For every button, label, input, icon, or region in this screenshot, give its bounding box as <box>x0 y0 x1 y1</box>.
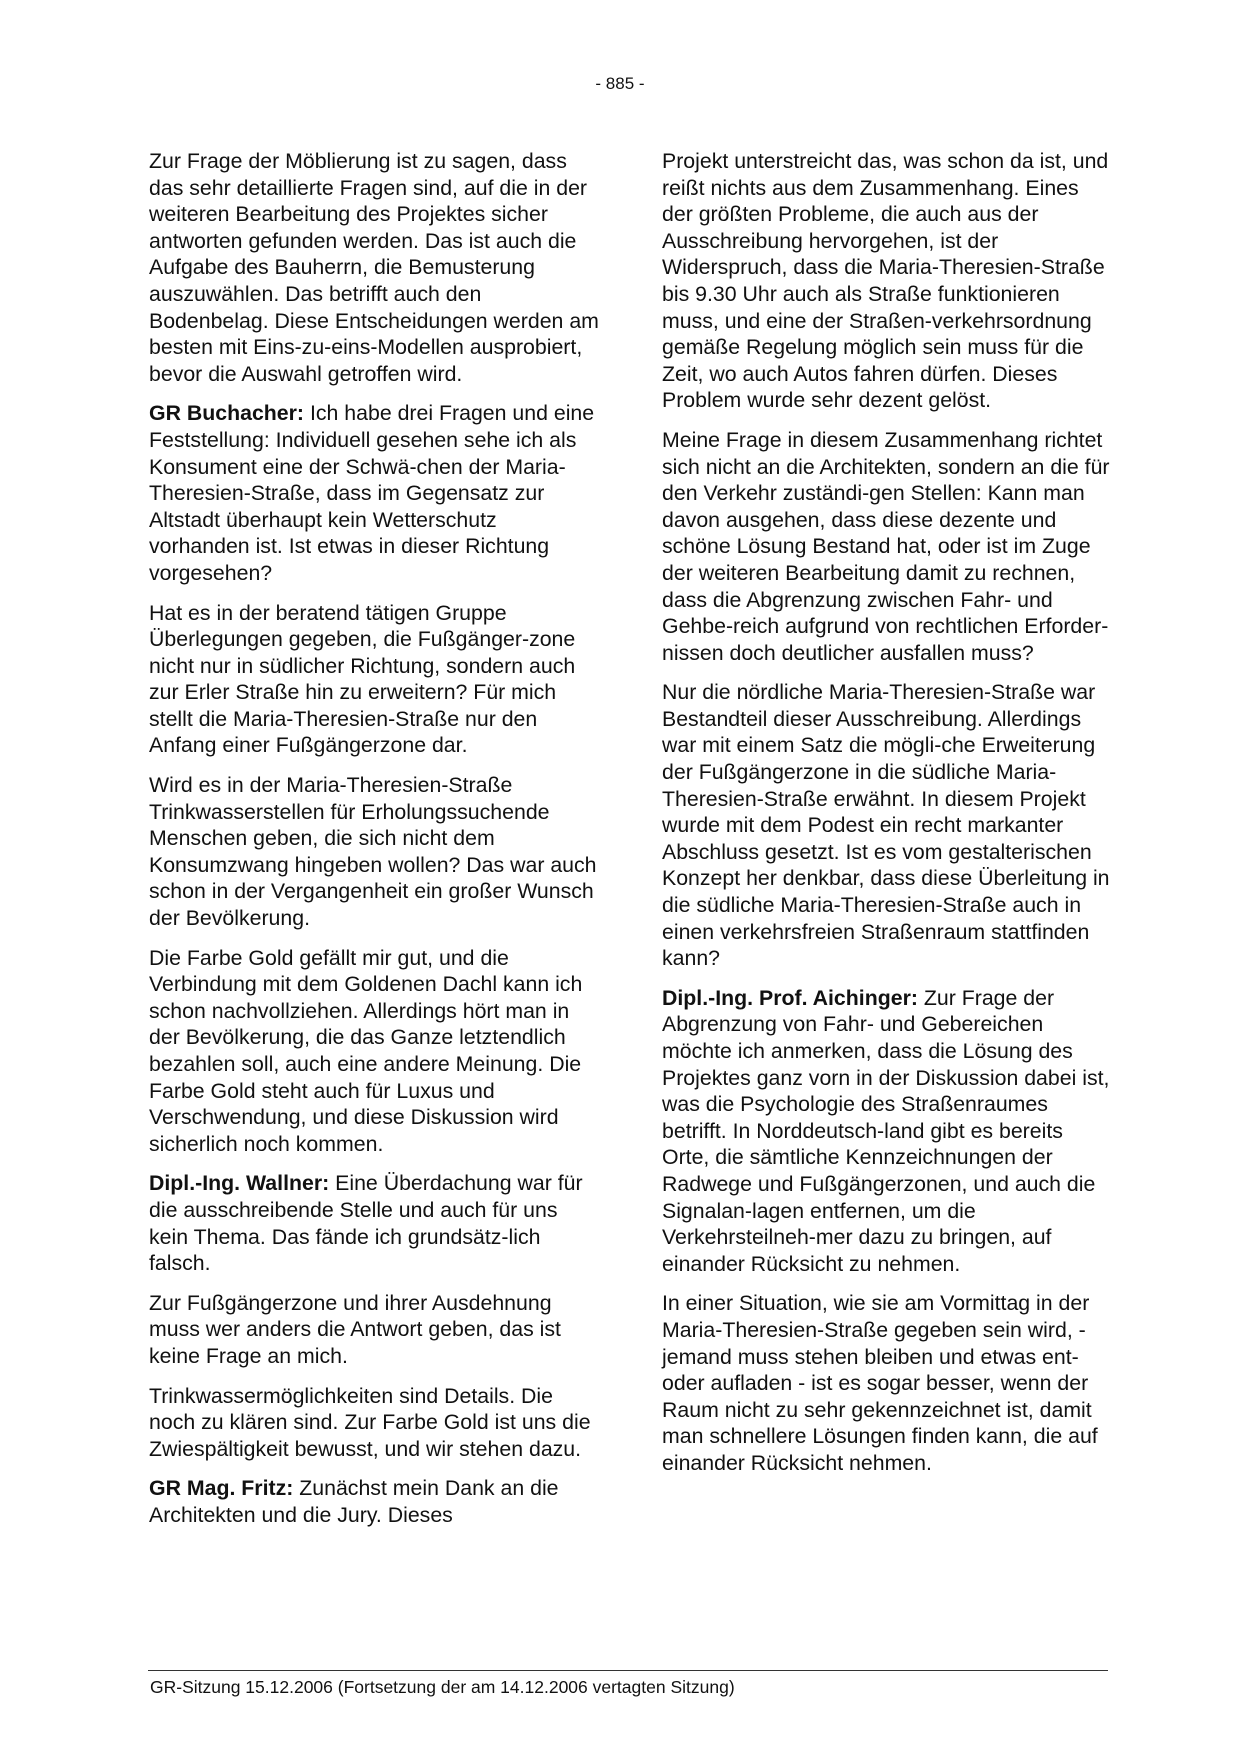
paragraph <box>149 148 599 387</box>
paragraph-text: Eine Überdachung war für die ausschreibende Stelle und auch für uns kein Thema. Das fände ich grundsätz-lich falsch. <box>149 1171 583 1276</box>
paragraph-text: Die Farbe Gold gefällt mir gut, und die Verbindung mit dem Goldenen Dachl kann ich schon nachvollziehen. Allerdings hört man in der Bevölkerung, die das Ganze letztendlich bezahlen soll, auch eine andere Meinung. Die Farbe Gold steht auch für Luxus und Verschwendung, und diese Diskussion wird sicherlich noch kommen. <box>149 945 583 1156</box>
paragraph <box>149 1290 599 1370</box>
page-number: - 885 - <box>595 74 645 93</box>
paragraph-text: Zur Fußgängerzone und ihrer Ausdehnung muss wer anders die Antwort geben, das ist keine Frage an mich. <box>149 1290 561 1368</box>
speaker-name: Dipl.-Ing. Prof. Aichinger: <box>662 985 918 1010</box>
footer-text: GR-Sitzung 15.12.2006 (Fortsetzung der am 14.12.2006 vertagten Sitzung) <box>150 1677 735 1697</box>
paragraph-text: Zunächst mein Dank an die Architekten und die Jury. Dieses <box>149 1476 559 1527</box>
paragraph <box>149 600 599 760</box>
paragraph <box>662 985 1112 1278</box>
paragraph-text: Projekt unterstreicht das, was schon da ist, und reißt nichts aus dem Zusammenhang. Eines der größten Probleme, die auch aus der Ausschreibung hervorgehen, ist der Widerspruch, dass die Maria-Theresien-Straße bis 9.30 Uhr auch als Straße funktionieren muss, und eine der Straßen-verkehrsordnung gemäße Regelung möglich sein muss für die Zeit, wo auch Autos fahren dürfen. Dieses Problem wurde sehr dezent gelöst. <box>662 149 1109 413</box>
paragraph-text: Zur Frage der Abgrenzung von Fahr- und Gebereichen möchte ich anmerken, dass die Lösung des Projektes ganz vorn in der Diskussion dabei ist, was die Psychologie des Straßenraumes betrifft. In Norddeutsch-land gibt es bereits Orte, die sämtliche Kennzeichnungen der Radwege und Fußgängerzonen, und auch die Signalan-lagen entfernen, um die Verkehrsteilneh-mer dazu zu bringen, auf einander Rücksicht zu nehmen. <box>662 985 1110 1276</box>
footer-divider <box>148 1670 1108 1671</box>
paragraph-text: Nur die nördliche Maria-Theresien-Straße war Bestandteil dieser Ausschreibung. Allerdings war mit einem Satz die mögli-che Erweiterung der Fußgängerzone in die südliche Maria-Theresien-Straße erwähnt. In diesem Projekt wurde mit dem Podest ein recht markanter Abschluss gesetzt. Ist es vom gestalterischen Konzept her denkbar, dass diese Überleitung in die südliche Maria-Theresien-Straße auch in einen verkehrsfreien Straßenraum stattfinden kann? <box>662 680 1110 971</box>
paragraph-text: Meine Frage in diesem Zusammenhang richtet sich nicht an die Architekten, sondern an die für den Verkehr zuständi-gen Stellen: Kann man davon ausgehen, dass diese dezente und schöne Lösung Bestand hat, oder ist im Zuge der weiteren Bearbeitung damit zu rechnen, dass die Abgrenzung zwischen Fahr- und Gehbe-reich aufgrund von rechtlichen Erforder-nissen doch deutlicher ausfallen muss? <box>662 427 1110 665</box>
speaker-name: GR Buchacher: <box>149 401 305 426</box>
paragraph <box>662 427 1112 666</box>
speaker-name: Dipl.-Ing. Wallner: <box>149 1171 330 1196</box>
paragraph <box>149 945 599 1158</box>
paragraph-text: In einer Situation, wie sie am Vormittag in der Maria-Theresien-Straße gegeben sein wird, - jemand muss stehen bleiben und etwas ent- oder aufladen - ist es sogar besser, wenn der Raum nicht zu sehr gekennzeichnet ist, damit man schnellere Lösungen finden kann, die auf einander Rücksicht nehmen. <box>662 1291 1098 1475</box>
paragraph <box>149 1383 599 1463</box>
paragraph-text: Ich habe drei Fragen und eine Feststellung: Individuell gesehen sehe ich als Konsument eine der Schwä-chen der Maria-Theresien-Straße, dass im Gegensatz zur Altstadt überhaupt kein Wetterschutz vorhanden ist. Ist etwas in dieser Richtung vorgesehen? <box>149 401 595 585</box>
paragraph <box>149 772 599 932</box>
paragraph-text: Zur Frage der Möblierung ist zu sagen, dass das sehr detaillierte Fragen sind, auf die in der weiteren Bearbeitung des Projektes sicher antworten gefunden werden. Das ist auch die Aufgabe des Bauherrn, die Bemusterung auszuwählen. Das betrifft auch den Bodenbelag. Diese Entscheidungen werden am besten mit Eins-zu-eins-Modellen ausprobiert, bevor die Auswahl getroffen wird. <box>149 149 599 386</box>
paragraph-text: Hat es in der beratend tätigen Gruppe Überlegungen gegeben, die Fußgänger-zone nicht nur in südlicher Richtung, sondern auch zur Erler Straße hin zu erweitern? Für mich stellt die Maria-Theresien-Straße nur den Anfang einer Fußgängerzone dar. <box>149 600 576 758</box>
right-column <box>662 148 1112 1490</box>
paragraph <box>662 679 1112 972</box>
paragraph <box>149 1475 599 1528</box>
speaker-name: GR Mag. Fritz: <box>149 1476 294 1501</box>
paragraph-text: Trinkwassermöglichkeiten sind Details. Die noch zu klären sind. Zur Farbe Gold ist uns die Zwiespältigkeit bewusst, und wir stehen dazu. <box>149 1383 591 1461</box>
left-column <box>149 148 599 1542</box>
paragraph <box>149 1170 599 1276</box>
paragraph <box>149 400 599 586</box>
paragraph <box>662 148 1112 414</box>
paragraph <box>662 1290 1112 1476</box>
paragraph-text: Wird es in der Maria-Theresien-Straße Trinkwasserstellen für Erholungssuchende Menschen geben, die sich nicht dem Konsumzwang hingeben wollen? Das war auch schon in der Vergangenheit ein großer Wunsch der Bevölkerung. <box>149 773 597 931</box>
